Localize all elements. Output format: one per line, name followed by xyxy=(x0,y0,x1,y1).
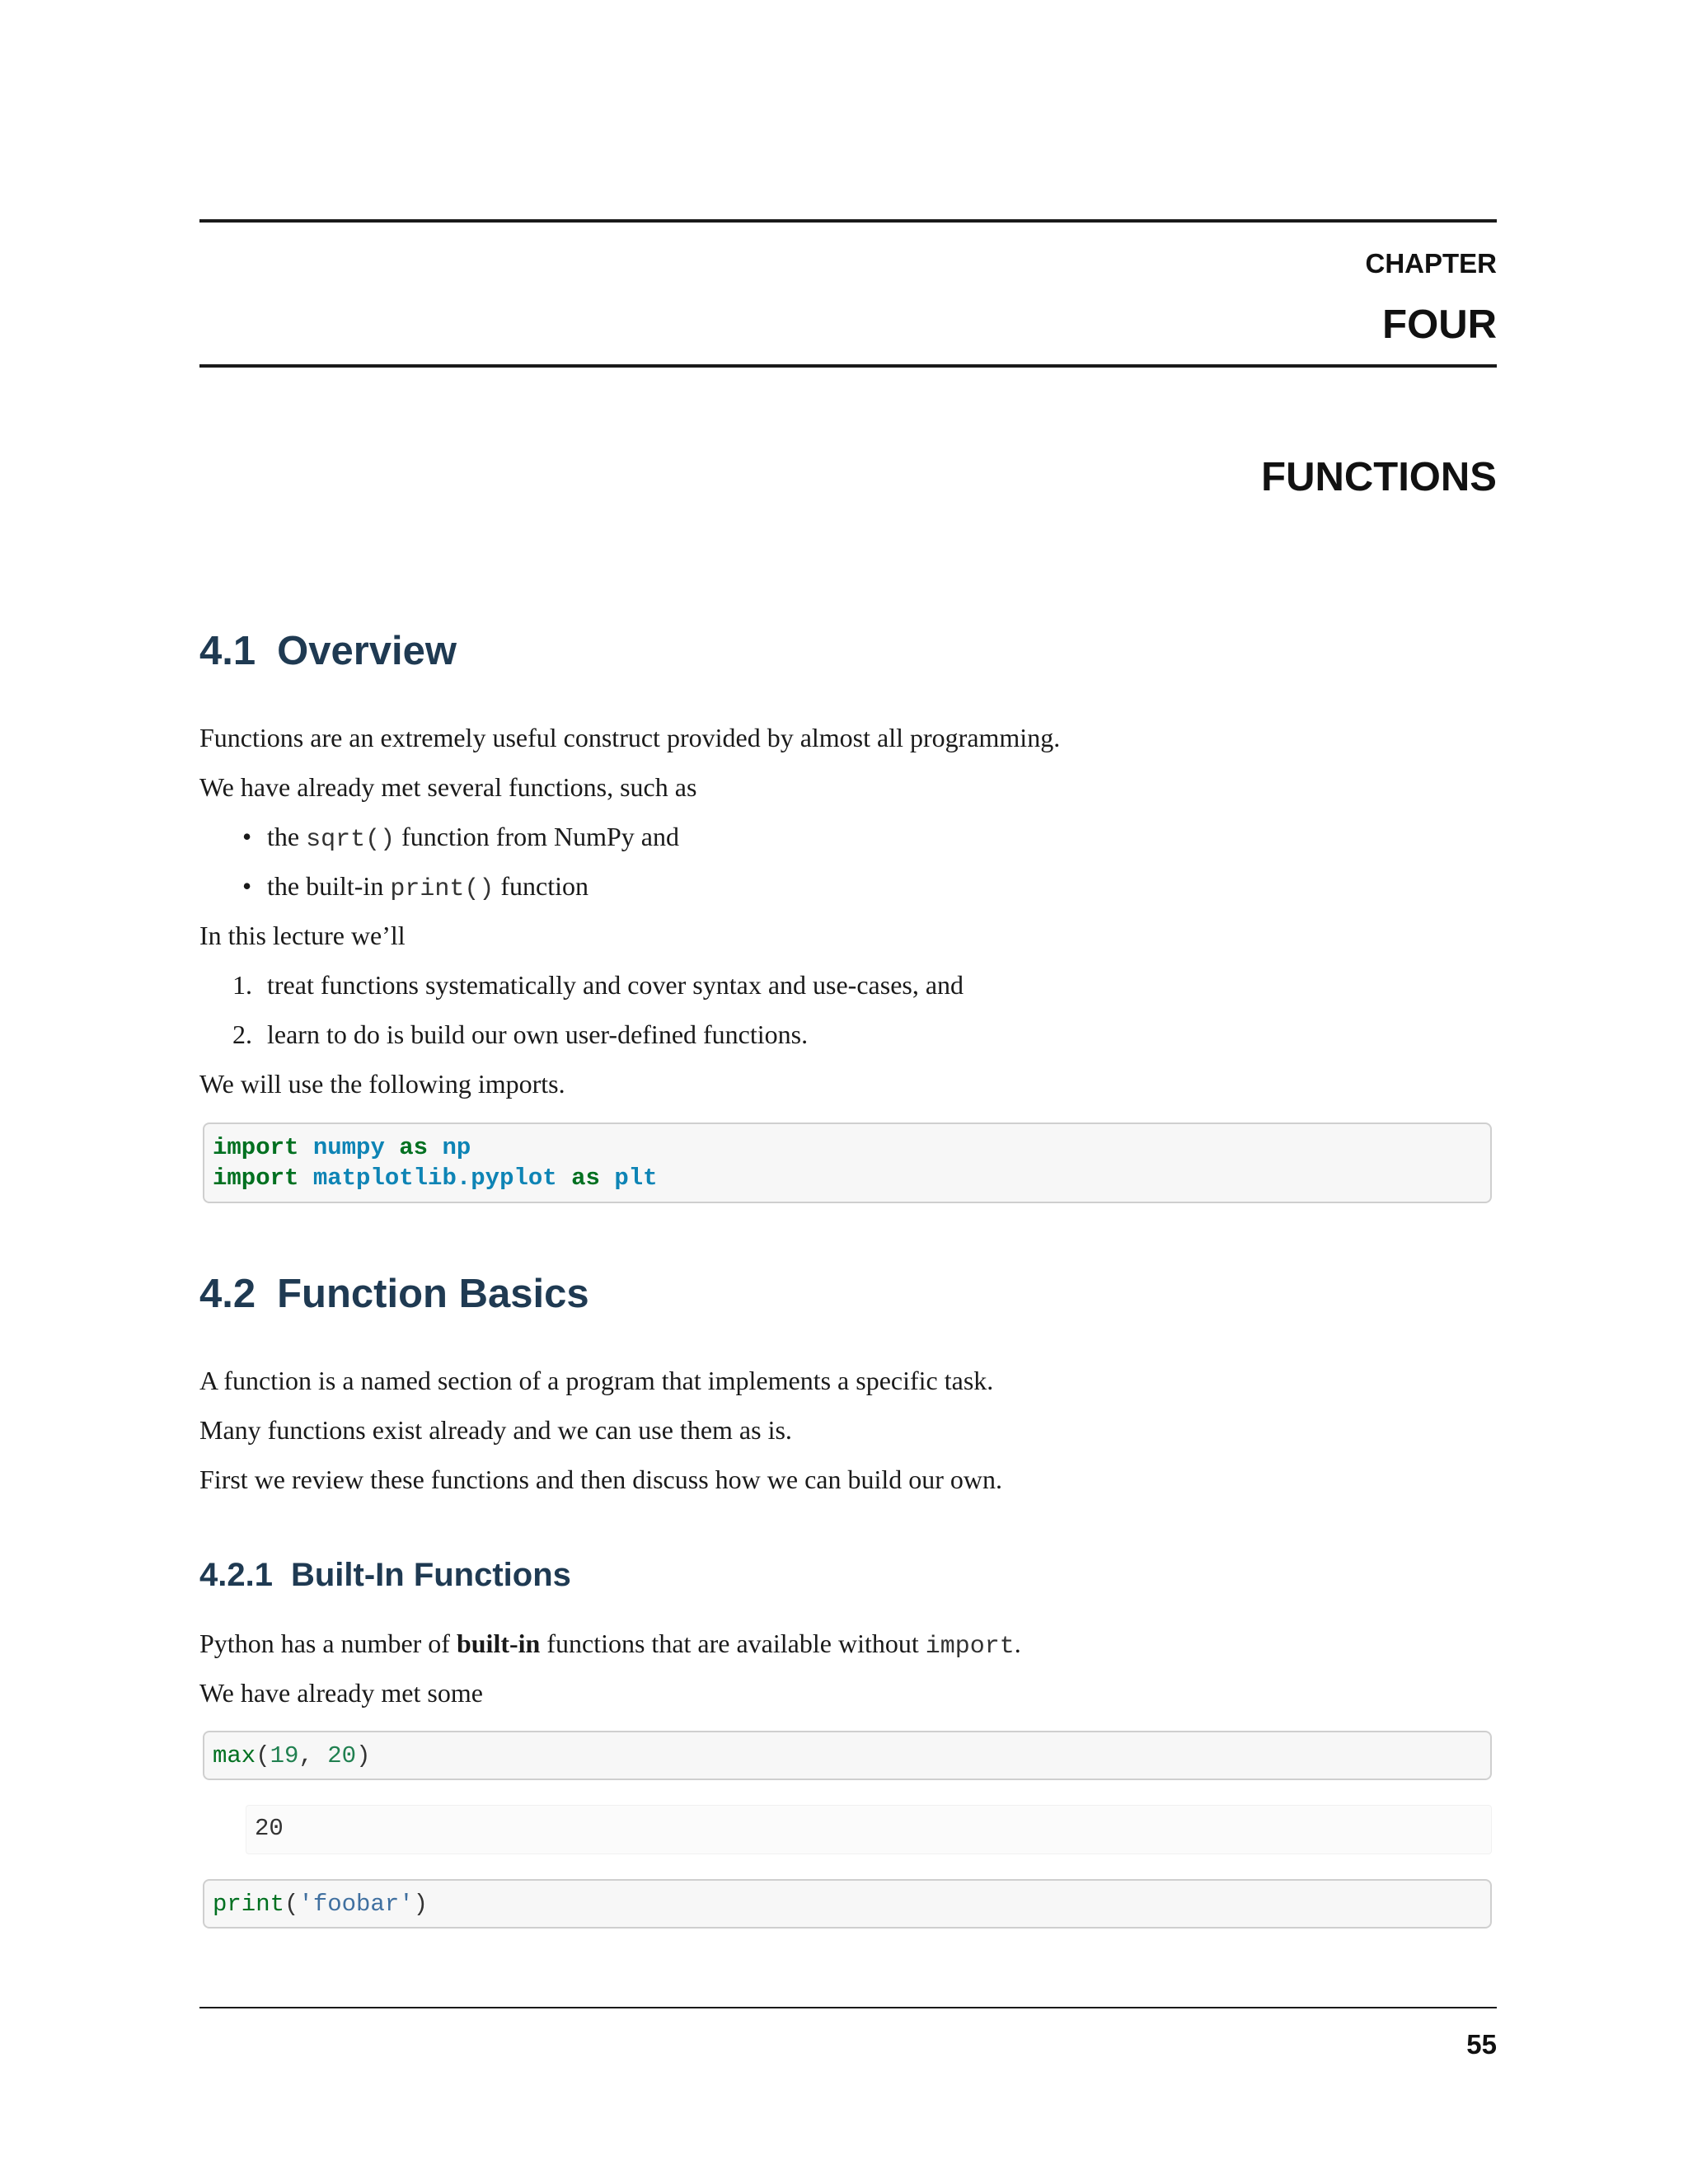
paragraph: Many functions exist already and we can use them as is. xyxy=(199,1415,792,1445)
code-block-print[interactable]: print('foobar') xyxy=(203,1879,1492,1929)
item-number: 1. xyxy=(232,970,252,1000)
item-number: 2. xyxy=(232,1019,252,1049)
code-block-max[interactable]: max(19, 20) xyxy=(203,1731,1492,1780)
code-output: 20 xyxy=(246,1805,1492,1854)
paragraph: First we review these functions and then discuss how we can build our own. xyxy=(199,1465,1003,1494)
bullet-icon: • xyxy=(242,871,252,901)
inline-code: sqrt() xyxy=(306,826,396,854)
paragraph: Python has a number of built-in functions that are available without import. xyxy=(199,1629,1021,1661)
section-number: 4.2 xyxy=(199,1272,256,1316)
paragraph: Functions are an extremely useful construct provided by almost all programming. xyxy=(199,723,1061,752)
inline-code: import xyxy=(925,1633,1015,1661)
header-top-rule xyxy=(199,219,1497,223)
paragraph: We will use the following imports. xyxy=(199,1069,565,1099)
chapter-label: CHAPTER xyxy=(1365,248,1497,279)
bullet-item: • the sqrt() function from NumPy and xyxy=(242,822,679,854)
subsection-number: 4.2.1 xyxy=(199,1557,273,1593)
subsection-title: Built-In Functions xyxy=(290,1557,571,1593)
bullet-icon: • xyxy=(242,822,252,851)
inline-code: print() xyxy=(390,875,495,903)
paragraph: A function is a named section of a program that implements a specific task. xyxy=(199,1366,994,1395)
numbered-item: 1. treat functions systematically and cover syntax and use-cases, and xyxy=(232,970,964,1000)
paragraph: We have already met some xyxy=(199,1678,483,1708)
subsection-heading-built-in-functions xyxy=(199,1554,571,1596)
section-number: 4.1 xyxy=(199,629,256,673)
section-title: Overview xyxy=(277,629,457,673)
section-heading-overview xyxy=(199,626,457,676)
section-heading-function-basics xyxy=(199,1269,589,1319)
section-title: Function Basics xyxy=(277,1272,589,1316)
document-page xyxy=(199,0,1497,2184)
chapter-title: FUNCTIONS xyxy=(1261,455,1497,499)
footer-rule xyxy=(199,2007,1497,2008)
chapter-number: FOUR xyxy=(1382,302,1497,347)
numbered-item: 2. learn to do is build our own user-defined functions. xyxy=(232,1019,809,1049)
paragraph: In this lecture we’ll xyxy=(199,921,406,950)
paragraph: We have already met several functions, such as xyxy=(199,772,697,802)
code-block-imports[interactable]: import numpy as np import matplotlib.pyplot as plt xyxy=(203,1122,1492,1203)
bullet-item: • the built-in print() function xyxy=(242,871,588,903)
header-bottom-rule xyxy=(199,364,1497,368)
bold-term: built-in xyxy=(456,1629,541,1658)
page-number: 55 xyxy=(1466,2029,1497,2060)
